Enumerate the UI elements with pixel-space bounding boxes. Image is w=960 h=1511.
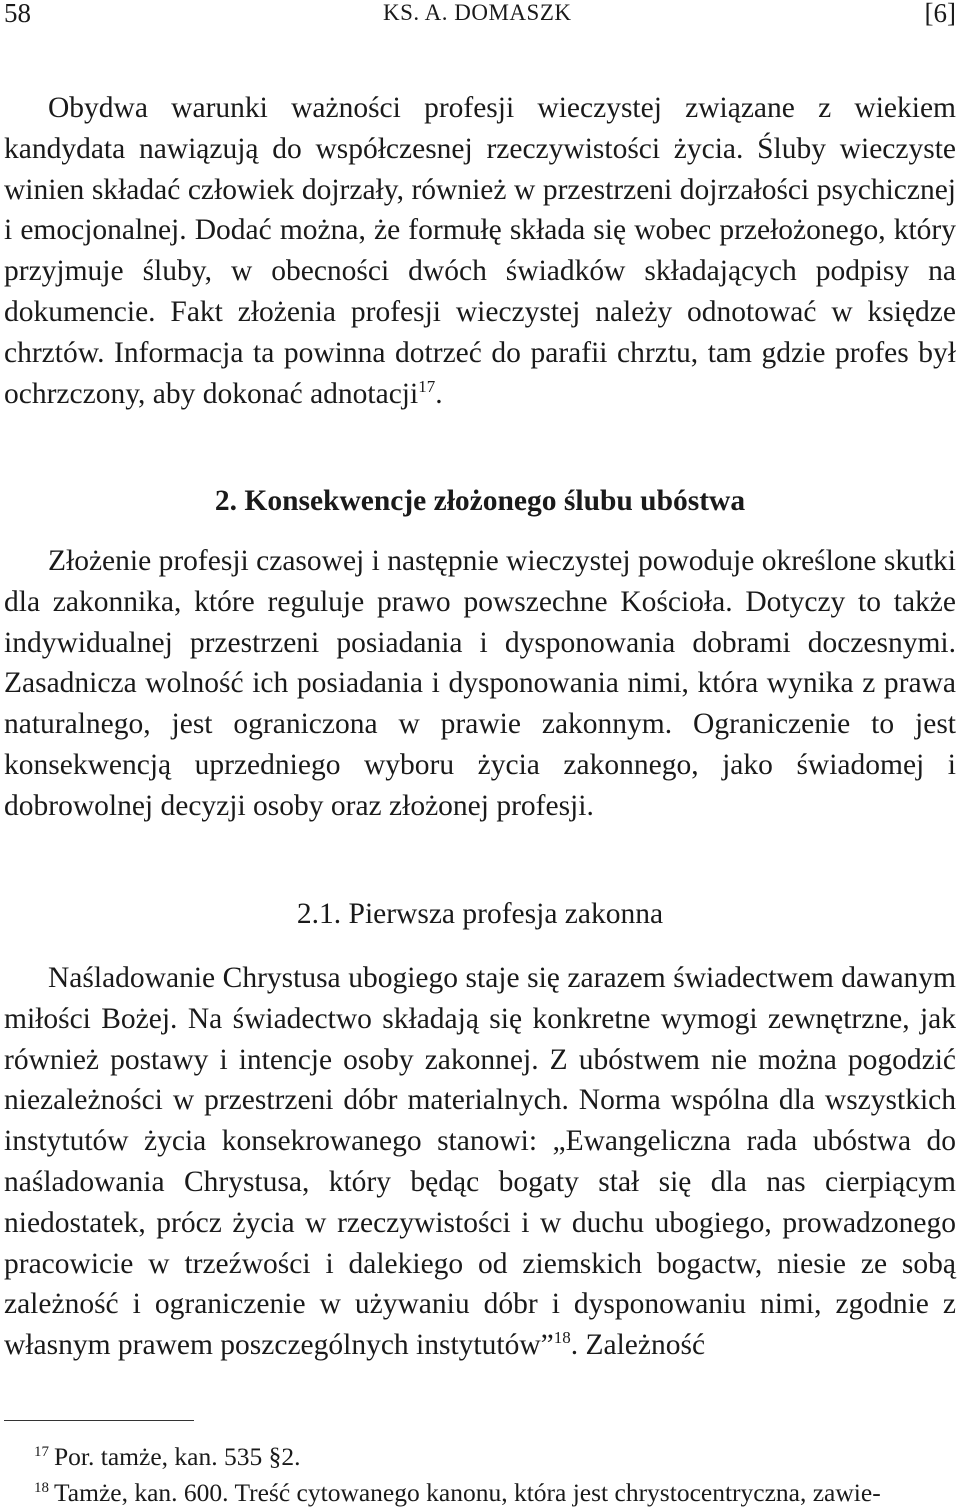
page-number: 58 bbox=[4, 0, 31, 28]
paragraph-3-text: Naśladowanie Chrystusa ubogiego staje się zarazem świadectwem dawanym miłości Bożej. Na świadectwo składają się konkretne wymogi zewnętrzne, jak również postawy i intencje osoby zakonnej. Z ubóstwem nie można pogodzić niezależności w przestrzeni dóbr materialnych. Norma wspólna dla wszystkich instytutów życia konsekrowanego stanowi: „Ewangeliczna rada ubóstwa do naśladowania Chrystusa, który będąc bogaty stał się dla nas cierpiącym niedostatek, prócz życia w rzeczywistości i w duchu ubogiego, prowadzonego pracowicie w trzeźwości i dalekiego od ziemskich bogactw, niesie ze sobą zależność i ograniczenie w używaniu dóbr i dysponowaniu nimi, zgodnie z własnym prawem poszczególnych instytutów” bbox=[4, 962, 956, 1362]
paragraph-3 bbox=[4, 958, 956, 1366]
footnote-ref-18[interactable]: 18 bbox=[553, 1328, 571, 1348]
footnote-18-number: 18 bbox=[34, 1479, 49, 1496]
paragraph-1-text: Obydwa warunki ważności profesji wieczystej związane z wiekiem kandydata nawiązują do współczesnej rzeczywistości życia. Śluby wieczyste winien składać człowiek dojrzały, również w przestrzeni dojrzałości psychicznej i emocjonalnej. Dodać można, że formułę składa się wobec przełożonego, który przyjmuje śluby, w obecności dwóch świadków składających podpisy na dokumencie. Fakt złożenia profesji wieczystej należy odnotować w księdze chrztów. Informacja ta powinna dotrzeć do parafii chrztu, tam gdzie profes był ochrzczony, aby dokonać adnotacji bbox=[4, 92, 956, 410]
paragraph-2 bbox=[4, 541, 956, 827]
footnote-17-number: 17 bbox=[34, 1443, 49, 1460]
paragraph-2-text: Złożenie profesji czasowej i następnie wieczystej powoduje określone skutki dla zakonnika, które reguluje prawo powszechne Kościoła. Dotyczy to także indywidualnej przestrzeni posiadania i dysponowania dobrami doczesnymi. Zasadnicza wolność ich posiadania i dysponowania nimi, która wynika z prawa naturalnego, jest ograniczona w prawie zakonnym. Ograniczenie to jest konsekwencją uprzedniego wyboru życia zakonnego, jako świadomej i dobrowolnej decyzji osoby oraz złożonej profesji. bbox=[4, 545, 956, 822]
running-header bbox=[0, 0, 960, 40]
running-author: KS. A. DOMASZK bbox=[383, 0, 572, 25]
footnote-17-text: Por. tamże, kan. 535 §2. bbox=[54, 1442, 301, 1471]
footnote-separator bbox=[4, 1420, 194, 1421]
paragraph-3-end: . Zależność bbox=[570, 1329, 706, 1362]
paragraph-1-end: . bbox=[435, 377, 443, 410]
footnote-17 bbox=[34, 1442, 300, 1472]
section-number: [6] bbox=[924, 0, 956, 28]
footnote-18 bbox=[34, 1478, 881, 1508]
footnote-18-text: Tamże, kan. 600. Treść cytowanego kanonu, która jest chrystocentryczna, zawie- bbox=[54, 1478, 881, 1507]
footnote-ref-17[interactable]: 17 bbox=[418, 376, 436, 396]
paragraph-1 bbox=[4, 88, 956, 414]
section-heading-2: 2. Konsekwencje złożonego ślubu ubóstwa bbox=[214, 485, 746, 517]
subsection-heading-2-1: 2.1. Pierwsza profesja zakonna bbox=[296, 898, 664, 930]
